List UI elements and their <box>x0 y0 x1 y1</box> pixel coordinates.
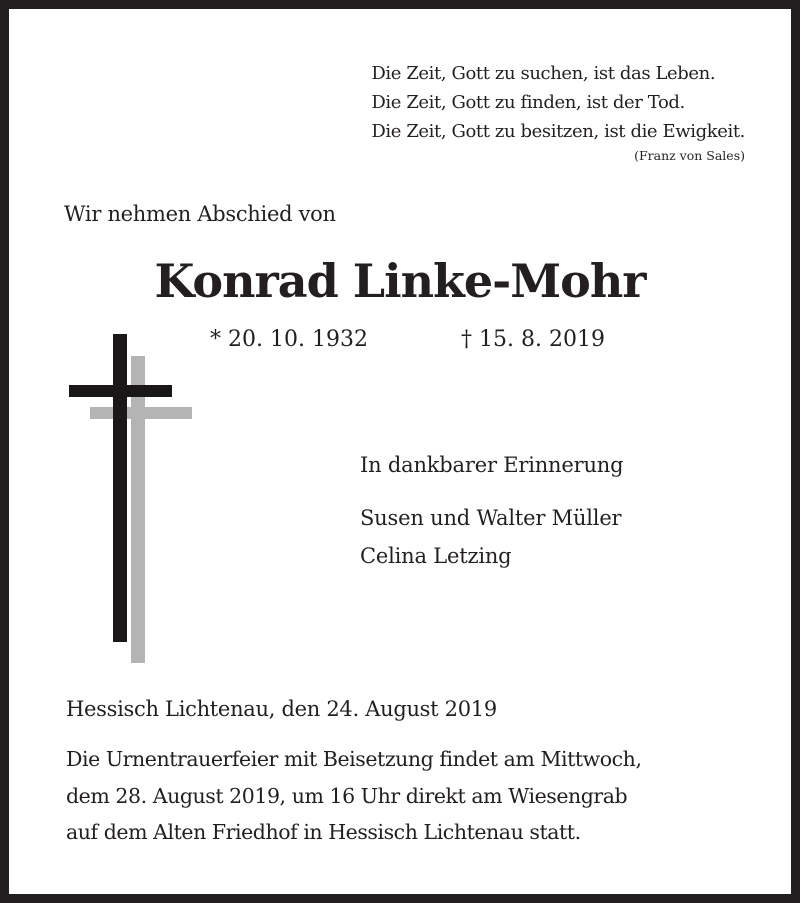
motto-quote <box>371 59 745 165</box>
farewell-intro: Wir nehmen Abschied von <box>64 202 336 226</box>
motto-line-2: Die Zeit, Gott zu finden, ist der Tod. <box>371 92 685 113</box>
motto-line-1: Die Zeit, Gott zu suchen, ist das Leben. <box>371 63 716 84</box>
mourner-name: Celina Letzing <box>360 544 512 568</box>
cross-icon <box>68 332 198 667</box>
cross-shadow <box>90 356 192 663</box>
cross-front <box>69 334 172 642</box>
motto-source: (Franz von Sales) <box>634 148 745 163</box>
birth-date: * 20. 10. 1932 <box>210 327 368 352</box>
ceremony-line-2: dem 28. August 2019, um 16 Uhr direkt am Wiesengrab <box>66 783 628 808</box>
ceremony-line-3: auf dem Alten Friedhof in Hessisch Lichtenau statt. <box>66 820 581 844</box>
death-date: † 15. 8. 2019 <box>461 327 605 352</box>
dedication-text: In dankbarer Erinnerung <box>360 453 624 477</box>
mourner-name: Susen und Walter Müller <box>360 506 622 530</box>
deceased-name: Konrad Linke-Mohr <box>154 254 646 308</box>
mourners-list <box>360 499 621 575</box>
ceremony-line-1: Die Urnentrauerfeier mit Beisetzung findet am Mittwoch, <box>66 747 642 771</box>
place-and-date: Hessisch Lichtenau, den 24. August 2019 <box>66 697 497 721</box>
ceremony-details <box>66 741 642 851</box>
motto-line-3: Die Zeit, Gott zu besitzen, ist die Ewigkeit. <box>371 121 745 142</box>
